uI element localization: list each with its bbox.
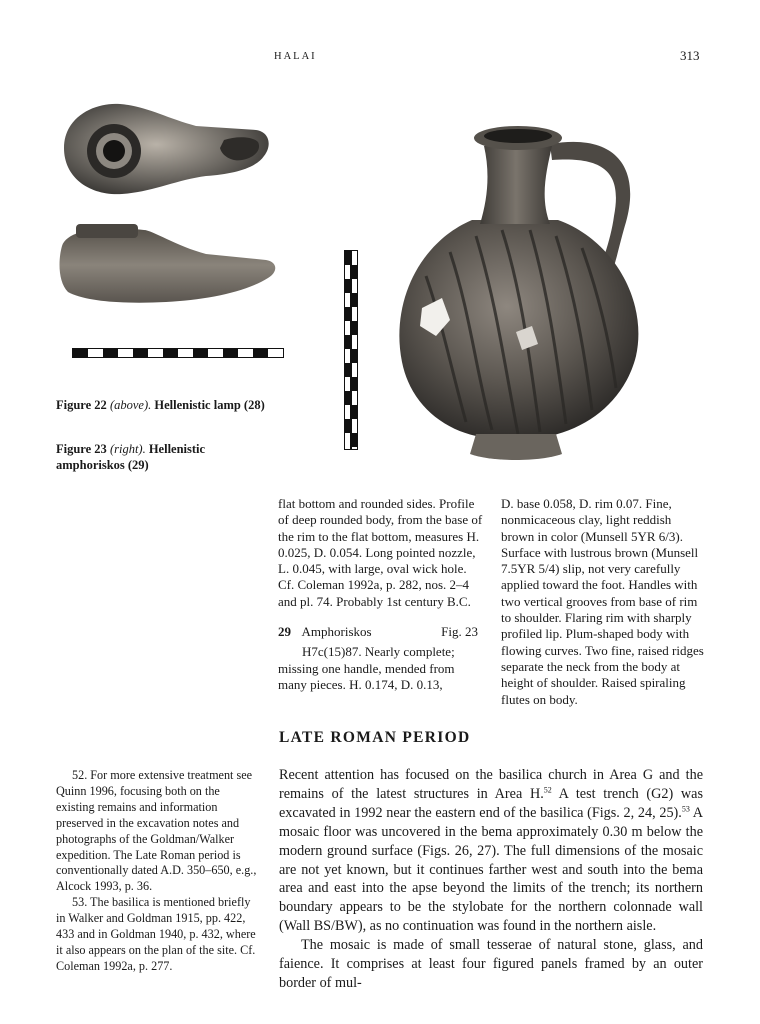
scale-bar-vertical (344, 250, 358, 450)
figure-22-caption (56, 397, 296, 413)
section-heading: LATE ROMAN PERIOD (279, 729, 471, 746)
footnote-ref-52: 52 (543, 785, 552, 795)
catalog-entry-heading (278, 624, 478, 640)
figure-23-text: Hellenistic amphoriskos (29) (56, 442, 206, 472)
footnote-ref-53: 53 (681, 804, 690, 814)
catalog-column-1 (278, 496, 484, 693)
amphoriskos-photo (380, 112, 660, 466)
figure-23-caption (56, 441, 246, 473)
lamp-photo (56, 96, 288, 366)
figure-23-note: (right). (109, 442, 146, 456)
scale-bar-horizontal (72, 348, 284, 358)
page-number: 313 (680, 48, 700, 63)
catalog-entry-title: Amphoriskos (301, 624, 372, 640)
catalog-intro-text: flat bottom and rounded sides. Profile of deep rounded body, from the base of the rim to the flat bottom, measures H. 0.025, D. 0.054. Long pointed nozzle, L. 0.045, with large, oval wick hole. Cf. Coleman 1992a, p. 282, nos. 2–4 and pl. 74. Probably 1st century B.C. (278, 496, 483, 609)
running-head: HALAI (274, 51, 317, 62)
catalog-entry-figure-ref: Fig. 23 (441, 624, 478, 640)
footnote-53: 53. The basilica is mentioned briefly in Walker and Goldman 1915, pp. 422, 433 and in Goldman 1940, p. 432, where it also appears on the plan of the site. Cf. Coleman 1992a, p. 277. (56, 895, 256, 973)
body-paragraph-1: Recent attention has focused on the basilica church in Area G and the remains of the latest structures in Area H.$^{52}$ A test trench (G2) was excavated in 1992 near the eastern end of the basilica (Figs. 2, 24, 25).$^{53}$ A mosaic floor was uncovered in the bema approximately 0.30 m below the modern ground surface (Figs. 26, 27). The full dimensions of the mosaic are not yet known, but it continues farther west and south into the bema area and east into the apse beyond the limits of the trench; its northern boundary appears to be the stylobate for the northern colonnade wall (Wall BS/BW), as no continuation was found in the northern aisle. (279, 767, 704, 935)
catalog-column-2 (501, 496, 706, 708)
catalog-entry-continued-text: D. base 0.058, D. rim 0.07. Fine, nonmicaceous clay, light reddish brown in color (Munsell 5YR 6/3). Surface with lustrous brown (Munsell 7.5YR 5/4) slip, not very carefully applied toward the foot. Handles with two vertical grooves from base of rim to shoulder. Flaring rim with sharply profiled lip. Plum-shaped body with flowing curves. Two fine, raised ridges separate the neck from the body at height of shoulder. Raised spiraling flutes on body. (501, 496, 704, 707)
figure-22-text: Hellenistic lamp (28) (154, 398, 265, 412)
figure-22-note: (above). (109, 398, 152, 412)
catalog-entry-number: 29 (278, 624, 291, 640)
main-text (279, 766, 703, 993)
figure-22-label: Figure 22 (56, 398, 107, 412)
catalog-entry-text: H7c(15)87. Nearly complete; missing one handle, mended from many pieces. H. 0.174, D. 0.13, (278, 644, 455, 692)
figure-23-label: Figure 23 (56, 442, 107, 456)
footnote-52: 52. For more extensive treatment see Quinn 1996, focusing both on the existing remains and information preserved in the excavation notes and photographs of the Goldman/Walker expedition. The Late Roman period is conventionally dated A.D. 350–650, e.g., Alcock 1993, p. 36. (56, 768, 257, 894)
body-paragraph-2: The mosaic is made of small tesserae of natural stone, glass, and faience. It comprises at least four figured panels framed by an outer border of mul- (279, 937, 703, 991)
footnotes (56, 768, 258, 975)
